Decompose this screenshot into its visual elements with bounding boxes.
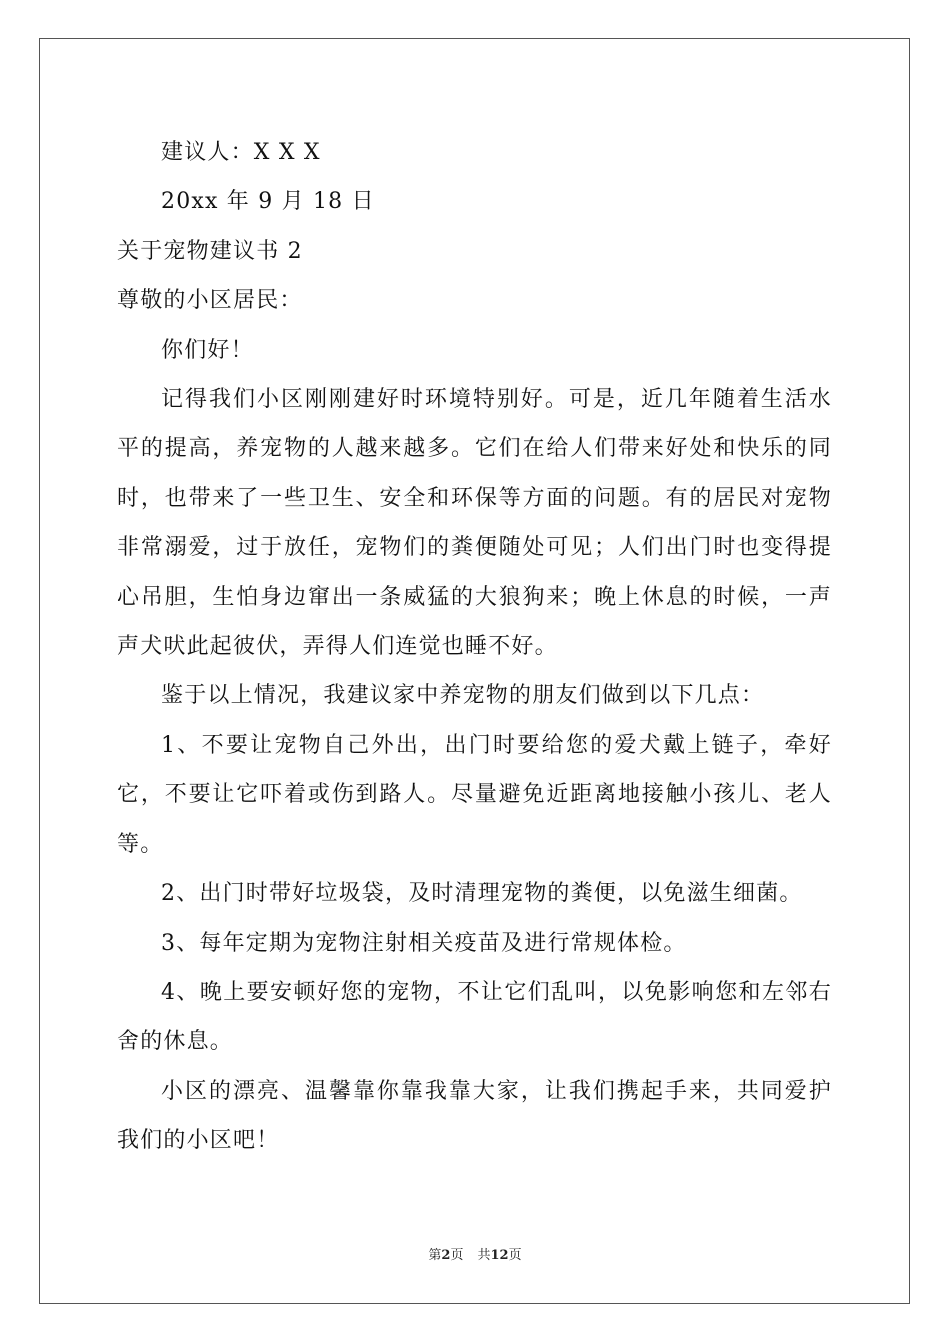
list-item: 4、晚上要安顿好您的宠物，不让它们乱叫，以免影响您和左邻右舍的休息。 (117, 979, 832, 1055)
page-label-suffix: 页 (450, 1248, 464, 1263)
signature-line: 建议人：X X X (161, 140, 321, 165)
page-footer (0, 1247, 950, 1265)
document-body (117, 128, 832, 1166)
body-paragraph: 记得我们小区刚刚建好时环境特别好。可是，近几年随着生活水平的提高，养宠物的人越来越多。它们在给人们带来好处和快乐的同时，也带来了一些卫生、安全和环保等方面的问题。有的居民对宠物非常溺爱，过于放任，宠物们的粪便随处可见；人们出门时也变得提心吊胆，生怕身边窜出一条威猛的大狼狗来；晚上休息的时候，一声声犬吠此起彼伏，弄得人们连觉也睡不好。 (117, 387, 832, 660)
greeting: 你们好！ (161, 337, 254, 363)
page-label-prefix: 第 (428, 1248, 442, 1263)
salutation: 尊敬的小区居民： (117, 288, 303, 314)
list-item: 1、不要让宠物自己外出，出门时要给您的爱犬戴上链子，牵好它，不要让它吓着或伤到路人。尽量避免近距离地接触小孩儿、老人等。 (117, 732, 832, 857)
total-label-suffix: 页 (508, 1248, 522, 1263)
list-item: 3、每年定期为宠物注射相关疫苗及进行常规体检。 (161, 930, 687, 956)
total-label-prefix: 共 (477, 1248, 491, 1263)
page-number: 2 (441, 1248, 451, 1263)
total-pages: 12 (490, 1248, 509, 1263)
closing-paragraph: 小区的漂亮、温馨靠你靠我靠大家，让我们携起手来，共同爱护我们的小区吧！ (117, 1078, 832, 1154)
body-paragraph: 鉴于以上情况，我建议家中养宠物的朋友们做到以下几点： (161, 683, 765, 709)
date-line: 20xx 年 9 月 18 日 (161, 189, 375, 215)
document-title: 关于宠物建议书 2 (117, 238, 303, 264)
list-item: 2、出门时带好垃圾袋，及时清理宠物的粪便，以免滋生细菌。 (161, 881, 803, 907)
